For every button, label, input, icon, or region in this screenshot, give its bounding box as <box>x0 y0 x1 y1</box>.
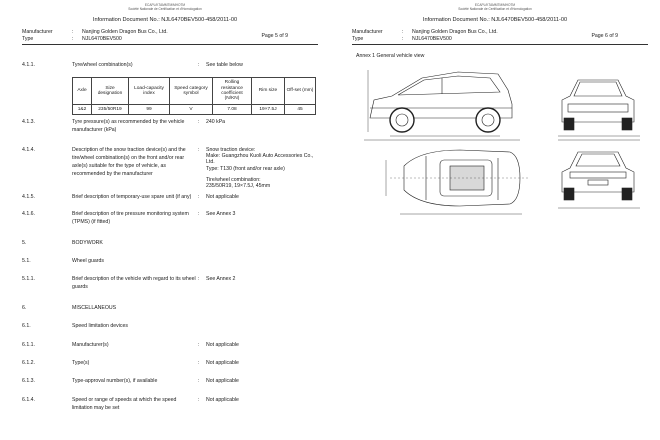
row-5-1: 5.1. Wheel guards <box>22 258 105 264</box>
certification-logo: ECAPL/KTAMMTM/MHOTM Société Nationale de Certification et d'Homologation <box>458 3 532 11</box>
page-number: Page 6 of 9 <box>591 33 618 39</box>
row-5: 5. BODYWORK <box>22 240 103 246</box>
row-6-1-4: 6.1.4. Speed or range of speeds at which the speed limitation may be set : Not applicable <box>22 397 239 411</box>
annex-title: Annex 1 General vehicle view <box>356 53 425 59</box>
certification-logo: ECAPL/KTAMMTM/MHOTM Société Nationale de Certification et d'Homologation <box>128 3 202 11</box>
row-4-1-1: 4.1.1. Tyre/wheel combination(s) : See table below <box>22 62 243 68</box>
top-view-drawing <box>386 150 530 214</box>
row-4-1-6: 4.1.6. Brief description of tire pressure monitoring system (TPMS) (if fitted) : See Annex 3 <box>22 211 236 225</box>
row-4-1-4: 4.1.4. Description of the snow traction device(s) and the tire/wheel combination(s) on the front and/or rear axle(s) suitable for the type of vehicle, as recommended by the manufacturer : Snow traction device: Make: Guangzhou Kuoli Auto Accessories Co., Ltd. Type: T130 (front and/or rear axle) Tire/wheel combination: 235/50R19, 19×7.5J, 45mm <box>22 147 314 190</box>
row-6: 6. MISCELLANEOUS <box>22 305 117 311</box>
page-number: Page 5 of 9 <box>261 33 288 39</box>
document-header: Manufacturer : Nanjing Golden Dragon Bus Co., Ltd. Type : NJL6470BEV500 Page 6 of 9 <box>352 29 618 42</box>
table-row: 1&2 235/50R19 99 V 7.08 19×7.5J 45 <box>73 105 316 115</box>
vehicle-drawings <box>330 0 660 440</box>
row-6-1-2: 6.1.2. Type(s) : Not applicable <box>22 360 239 366</box>
document-header: Manufacturer : Nanjing Golden Dragon Bus Co., Ltd. Type : NJL6470BEV500 Page 5 of 9 <box>22 29 288 42</box>
row-4-1-5: 4.1.5. Brief description of temporary-use spare unit (if any) : Not applicable <box>22 194 239 200</box>
header-divider <box>22 44 318 45</box>
row-4-1-3: 4.1.3. Tyre pressure(s) as recommended by the vehicle manufacturer (kPa) : 240 kPa <box>22 119 226 133</box>
row-6-1-1: 6.1.1. Manufacturer(s) : Not applicable <box>22 342 239 348</box>
front-view-drawing <box>558 80 640 140</box>
row-5-1-1: 5.1.1. Brief description of the vehicle with regard to its wheel guards : See Annex 2 <box>22 276 236 290</box>
row-6-1-3: 6.1.3. Type-approval number(s), if available : Not applicable <box>22 378 239 384</box>
rear-view-drawing <box>558 152 640 208</box>
side-view-drawing <box>364 70 520 140</box>
tyre-table: Axle Size designation Load-capacity index Speed category symbol Rolling resistance coefficient (N/KN) Rim size Off-set (mm) 1&2 235/50R19 99 V 7.08 19×7.5J 45 <box>72 77 316 115</box>
row-6-1: 6.1. Speed limitation devices <box>22 323 128 329</box>
document-number: Information Document No.: NJL6470BEV500-458/2011-00 <box>422 17 568 23</box>
page-6 <box>330 0 660 440</box>
document-number: Information Document No.: NJL6470BEV500-458/2011-00 <box>92 17 238 23</box>
